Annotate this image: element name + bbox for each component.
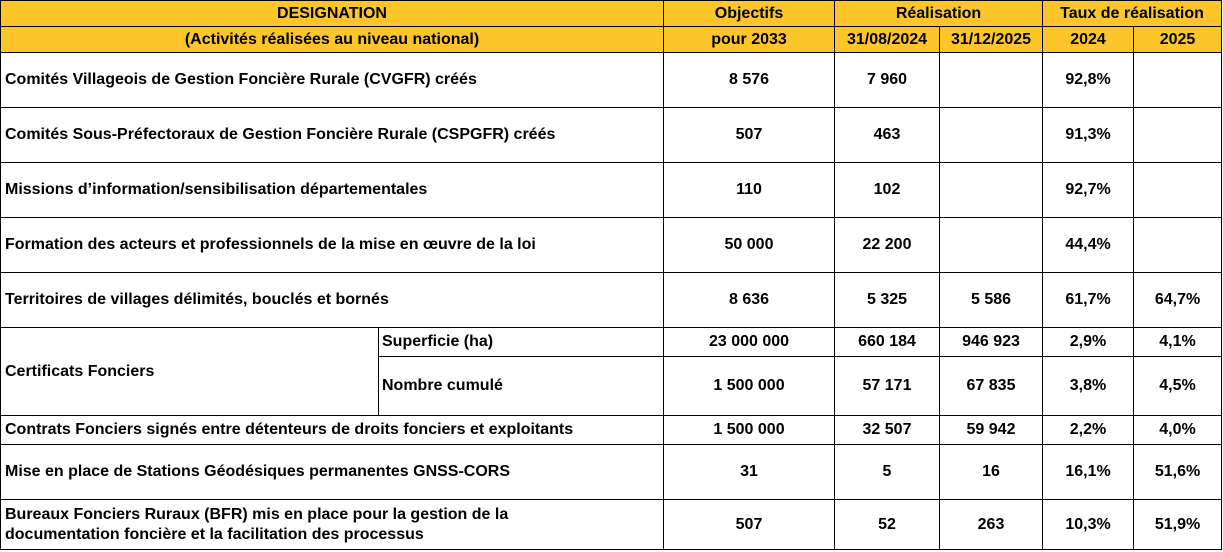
cell-taux-2024: 2,2% [1043, 416, 1134, 445]
header-row-2 [1, 27, 1222, 53]
row-label: Contrats Fonciers signés entre détenteurs de droits fonciers et exploitants [1, 416, 664, 445]
cell-taux-2024: 3,8% [1043, 357, 1134, 416]
cell-realisation-2024: 5 [835, 445, 940, 500]
row-label: Mise en place de Stations Géodésiques permanentes GNSS-CORS [1, 445, 664, 500]
cell-objectif: 1 500 000 [664, 416, 835, 445]
cell-objectif: 507 [664, 108, 835, 163]
cell-taux-2025: 51,9% [1134, 500, 1222, 550]
row-label: Missions d’information/sensibilisation départementales [1, 163, 664, 218]
cell-objectif: 1 500 000 [664, 357, 835, 416]
table-row [1, 273, 1222, 328]
table-row-certificats-superficie [1, 328, 1222, 357]
header-date-2024: 31/08/2024 [835, 27, 940, 53]
table-row [1, 218, 1222, 273]
cell-realisation-2025: 59 942 [940, 416, 1043, 445]
cell-realisation-2024: 7 960 [835, 53, 940, 108]
header-designation: DESIGNATION [1, 1, 664, 27]
cell-realisation-2025: 946 923 [940, 328, 1043, 357]
sub-label-superficie: Superficie (ha) [379, 328, 664, 357]
cell-taux-2025: 51,6% [1134, 445, 1222, 500]
table-row [1, 500, 1222, 550]
header-row-1 [1, 1, 1222, 27]
cell-taux-2025: 64,7% [1134, 273, 1222, 328]
cell-realisation-2024: 463 [835, 108, 940, 163]
row-label-certificats: Certificats Fonciers [1, 328, 379, 416]
cell-objectif: 23 000 000 [664, 328, 835, 357]
cell-realisation-2024: 660 184 [835, 328, 940, 357]
cell-taux-2025 [1134, 218, 1222, 273]
cell-objectif: 8 576 [664, 53, 835, 108]
cell-realisation-2024: 57 171 [835, 357, 940, 416]
cell-taux-2025 [1134, 108, 1222, 163]
cell-taux-2025 [1134, 53, 1222, 108]
cell-taux-2024: 91,3% [1043, 108, 1134, 163]
row-label: Territoires de villages délimités, bouclés et bornés [1, 273, 664, 328]
row-label: Comités Sous-Préfectoraux de Gestion Foncière Rurale (CSPGFR) créés [1, 108, 664, 163]
cell-taux-2024: 92,8% [1043, 53, 1134, 108]
header-realisation: Réalisation [835, 1, 1043, 27]
cell-realisation-2025: 5 586 [940, 273, 1043, 328]
cell-objectif: 110 [664, 163, 835, 218]
header-year-2024: 2024 [1043, 27, 1134, 53]
cell-realisation-2025: 16 [940, 445, 1043, 500]
cell-realisation-2025: 67 835 [940, 357, 1043, 416]
header-year-2025: 2025 [1134, 27, 1222, 53]
cell-realisation-2024: 22 200 [835, 218, 940, 273]
sub-label-nombre: Nombre cumulé [379, 357, 664, 416]
cell-realisation-2024: 52 [835, 500, 940, 550]
header-taux: Taux de réalisation [1043, 1, 1222, 27]
header-designation-sub: (Activités réalisées au niveau national) [1, 27, 664, 53]
cell-realisation-2025 [940, 163, 1043, 218]
row-label-line-2: documentation foncière et la facilitation des processus [5, 525, 424, 543]
table-row [1, 163, 1222, 218]
cell-objectif: 50 000 [664, 218, 835, 273]
row-label [1, 500, 664, 550]
cell-realisation-2025 [940, 218, 1043, 273]
table-row [1, 108, 1222, 163]
cell-taux-2024: 16,1% [1043, 445, 1134, 500]
cell-realisation-2024: 102 [835, 163, 940, 218]
cell-taux-2024: 2,9% [1043, 328, 1134, 357]
cell-realisation-2025 [940, 108, 1043, 163]
header-date-2025: 31/12/2025 [940, 27, 1043, 53]
cell-taux-2024: 10,3% [1043, 500, 1134, 550]
cell-taux-2025: 4,1% [1134, 328, 1222, 357]
cell-objectif: 31 [664, 445, 835, 500]
table-row [1, 53, 1222, 108]
cell-realisation-2025: 263 [940, 500, 1043, 550]
row-label: Formation des acteurs et professionnels de la mise en œuvre de la loi [1, 218, 664, 273]
cell-taux-2024: 61,7% [1043, 273, 1134, 328]
cell-taux-2025 [1134, 163, 1222, 218]
cell-objectif: 8 636 [664, 273, 835, 328]
row-label-line-1: Bureaux Fonciers Ruraux (BFR) mis en place pour la gestion de la [5, 505, 509, 523]
cell-taux-2025: 4,5% [1134, 357, 1222, 416]
cell-taux-2024: 44,4% [1043, 218, 1134, 273]
cell-taux-2024: 92,7% [1043, 163, 1134, 218]
cell-taux-2025: 4,0% [1134, 416, 1222, 445]
table-row [1, 445, 1222, 500]
row-label: Comités Villageois de Gestion Foncière Rurale (CVGFR) créés [1, 53, 664, 108]
header-objectifs-sub: pour 2033 [664, 27, 835, 53]
cell-realisation-2024: 5 325 [835, 273, 940, 328]
table-row [1, 416, 1222, 445]
cell-realisation-2025 [940, 53, 1043, 108]
cell-objectif: 507 [664, 500, 835, 550]
cell-realisation-2024: 32 507 [835, 416, 940, 445]
header-objectifs: Objectifs [664, 1, 835, 27]
